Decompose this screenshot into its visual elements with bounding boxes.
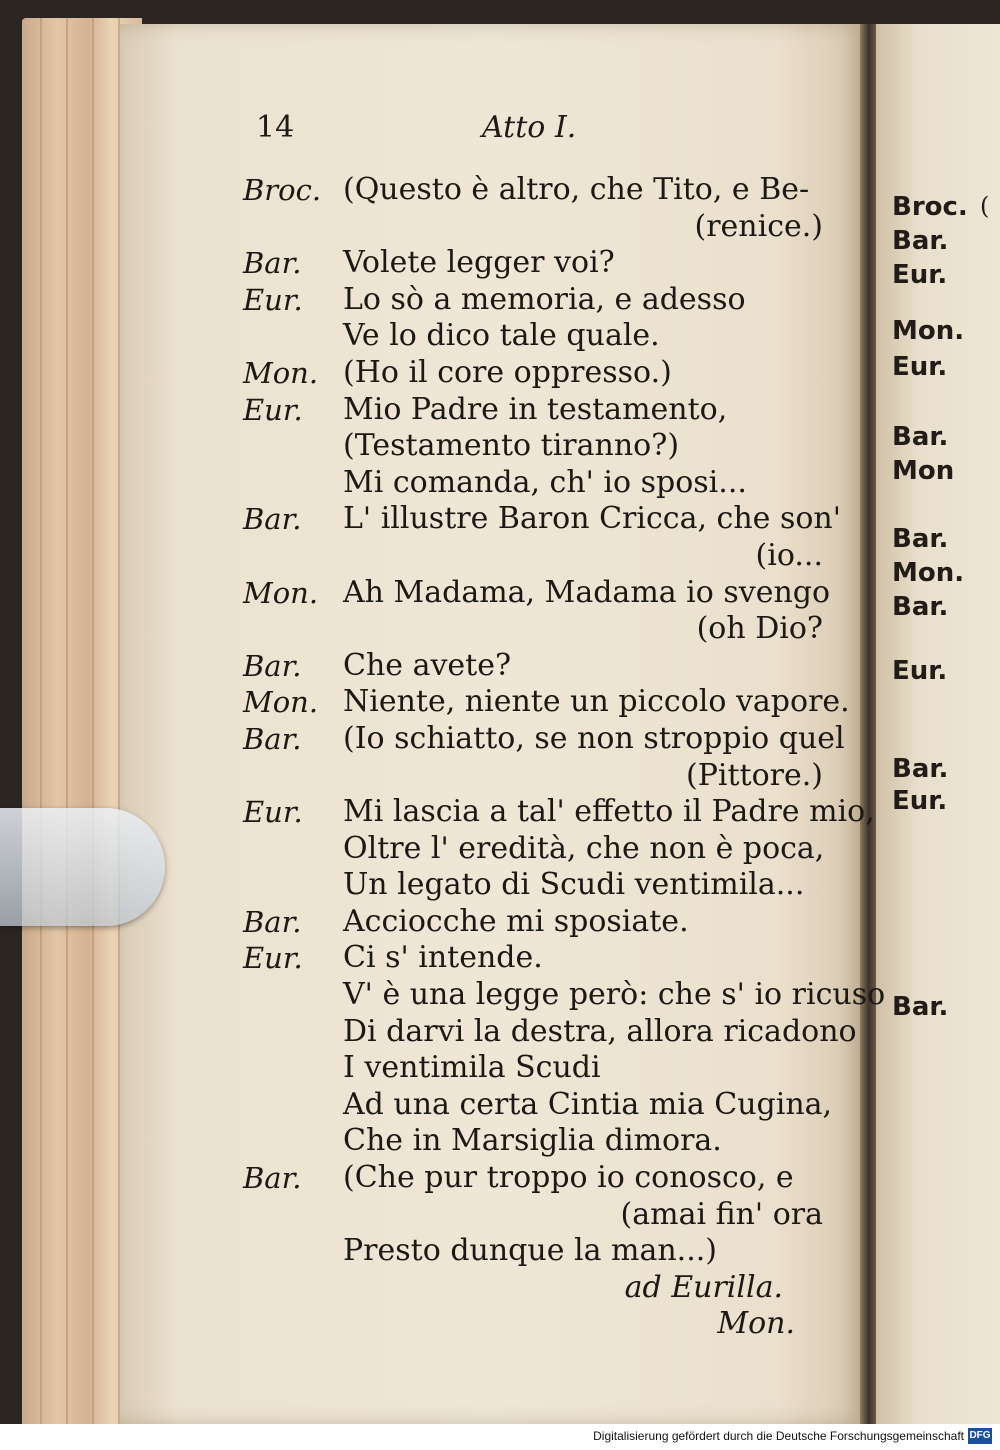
text-line — [243, 1270, 833, 1307]
verse-text: (Testamento tiranno?) — [343, 428, 680, 464]
verse-text: V' è una legge però: che s' io ricuso — [343, 977, 886, 1013]
facing-speaker-label: Bar. — [892, 754, 949, 784]
speaker-label: Bar. — [243, 904, 302, 939]
page-header — [256, 110, 816, 160]
text-line — [243, 794, 875, 831]
text-line — [243, 904, 833, 941]
verse-text: Mi lascia a tal' effetto il Padre mio, — [343, 794, 875, 830]
play-text — [243, 172, 886, 1343]
verse-text: Acciocche mi sposiate. — [343, 903, 689, 939]
facing-speaker-label: Bar. — [892, 422, 949, 452]
verse-text: Lo sò a memoria, e adesso — [343, 281, 746, 317]
verse-text: (Che pur troppo io conosco, e — [343, 1160, 794, 1196]
digitization-footer — [0, 1424, 1000, 1450]
verse-text: Mio Padre in testamento, — [343, 391, 728, 427]
facing-fragment: ( — [980, 192, 990, 220]
verse-text: Ci s' intende. — [343, 940, 543, 976]
text-line — [243, 684, 850, 721]
verse-text: (Questo è altro, che Tito, e Be- — [343, 172, 810, 207]
facing-speaker-label: Mon. — [892, 316, 965, 346]
text-line — [243, 465, 833, 502]
facing-speaker-label: Bar. — [892, 992, 949, 1022]
text-line — [243, 1013, 857, 1051]
verse-text: Ad una certa Cintia mia Cugina, — [343, 1086, 833, 1122]
verse-text: I ventimila Scudi — [343, 1050, 601, 1086]
book-gutter — [860, 24, 876, 1424]
text-line — [243, 392, 833, 429]
speaker-label: Bar. — [243, 502, 302, 537]
verse-text: Di darvi la destra, allora ricadono — [343, 1013, 857, 1049]
text-line — [243, 428, 833, 465]
verse-text: L' illustre Baron Cricca, che son' — [343, 501, 841, 537]
page-number: 14 — [256, 110, 295, 145]
verse-text: Volete legger voi? — [343, 245, 615, 281]
text-line — [243, 209, 833, 246]
catchword: Mon. — [717, 1306, 795, 1342]
verse-text: (renice.) — [694, 208, 823, 244]
text-line — [243, 1123, 833, 1160]
verse-text: (io... — [755, 537, 823, 573]
text-line — [243, 1197, 833, 1234]
verse-text: Ah Madama, Madama io svengo — [343, 574, 831, 610]
facing-speaker-label: Eur. — [892, 786, 948, 816]
text-line — [243, 538, 833, 575]
speaker-label: Eur. — [243, 941, 303, 976]
verse-text: (amai fin' ora — [620, 1196, 823, 1232]
text-line — [243, 831, 833, 868]
text-line — [243, 611, 833, 648]
text-line — [243, 1087, 833, 1124]
speaker-label: Mon. — [243, 355, 319, 390]
text-line — [243, 172, 833, 209]
verse-text: Niente, niente un piccolo vapore. — [343, 684, 850, 720]
verse-text: (Io schiatto, se non stroppio quel — [343, 720, 845, 756]
footer-credit: Digitalisierung gefördert durch die Deutsche Forschungsgemeinschaft — [593, 1429, 964, 1443]
text-line — [243, 355, 833, 392]
speaker-label: Eur. — [243, 795, 303, 830]
running-title: Atto I. — [482, 110, 577, 145]
verse-text: Oltre l' eredità, che non è poca, — [343, 830, 825, 866]
dfg-logo-icon: DFG — [968, 1428, 992, 1444]
facing-speaker-label: Mon — [892, 456, 955, 486]
facing-speaker-label: Bar. — [892, 226, 949, 256]
text-line — [243, 245, 833, 282]
speaker-label: Bar. — [243, 648, 302, 683]
facing-speaker-label: Eur. — [892, 352, 948, 382]
verse-text: Che in Marsiglia dimora. — [343, 1123, 722, 1159]
facing-speaker-label: Eur. — [892, 656, 948, 686]
verse-text: Che avete? — [343, 647, 512, 683]
verse-text: (Pittore.) — [686, 757, 823, 793]
text-line — [243, 720, 845, 758]
speaker-label: Broc. — [243, 173, 322, 207]
facing-speaker-label: Eur. — [892, 260, 948, 290]
verse-text: Presto dunque la man...) — [343, 1233, 717, 1269]
facing-speaker-label: Bar. — [892, 524, 949, 554]
text-line — [243, 648, 833, 685]
text-line — [243, 1050, 833, 1087]
speaker-label: Mon. — [243, 685, 319, 720]
speaker-label: Bar. — [243, 1161, 302, 1196]
verse-text: Un legato di Scudi ventimila... — [343, 867, 805, 903]
verse-text: Ve lo dico tale quale. — [343, 318, 660, 354]
text-line — [243, 1233, 833, 1270]
text-line — [243, 318, 833, 355]
facing-page — [876, 24, 1000, 1424]
text-line — [243, 867, 833, 904]
facing-speaker-label: Broc. — [892, 192, 968, 222]
speaker-label: Mon. — [243, 575, 319, 610]
speaker-label: Eur. — [243, 282, 303, 317]
text-line — [243, 940, 833, 977]
text-line — [243, 501, 841, 538]
text-line — [243, 977, 886, 1014]
text-line — [243, 1160, 833, 1197]
page-clip-tab — [0, 808, 165, 926]
text-line — [243, 758, 833, 795]
verse-text: (Ho il core oppresso.) — [343, 354, 672, 390]
speaker-label: Eur. — [243, 392, 303, 427]
facing-speaker-label: Bar. — [892, 592, 949, 622]
stage-direction: ad Eurilla. — [624, 1269, 783, 1305]
verse-text: Mi comanda, ch' io sposi... — [343, 464, 747, 500]
text-line — [243, 1306, 833, 1343]
text-line — [243, 575, 833, 612]
verse-text: (oh Dio? — [696, 611, 823, 647]
text-line — [243, 282, 833, 319]
speaker-label: Bar. — [243, 721, 302, 756]
speaker-label: Bar. — [243, 246, 302, 281]
facing-speaker-label: Mon. — [892, 558, 965, 588]
